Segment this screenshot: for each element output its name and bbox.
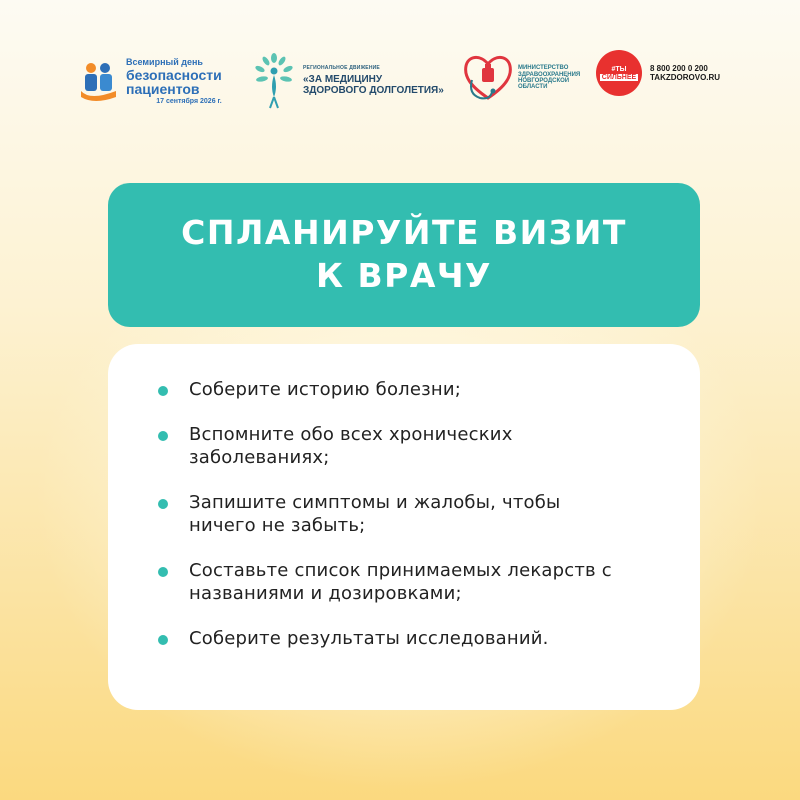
logo-bar [0,48,800,118]
checklist-card [108,344,700,710]
tree-figure-icon [253,52,295,110]
logo2-caption: РЕГИОНАЛЬНОЕ ДВИЖЕНИЕ [303,64,380,71]
logo3-line3: НОВГОРОДСКОЙ [518,78,570,84]
ty-silnee-badge [596,50,642,96]
logo1-line2: безопасности [126,67,222,83]
logo3-line2: ЗДРАВООХРАНЕНИЯ [518,71,581,78]
logo1-line1: Всемирный день [126,57,203,67]
list-item [158,491,678,537]
badge-line1: #ТЫ [611,65,627,73]
list-item [158,378,678,401]
website-url: TAKZDOROVO.RU [650,73,721,82]
patient-safety-day-logo [80,58,222,105]
list-item-text: Соберите результаты исследований. [189,628,549,649]
title-line1: СПЛАНИРУЙТЕ ВИЗИТ [181,213,627,253]
logo3-line1: МИНИСТЕРСТВО [518,65,569,72]
list-item [158,423,678,469]
list-item-text: Соберите историю болезни; [189,379,462,400]
list-item-text: Составьте список принимаемых лекарств с названиями и дозировками; [189,560,612,604]
logo3-line4: ОБЛАСТИ [518,84,548,91]
bullet-dot-icon [158,567,168,577]
bullet-dot-icon [158,431,168,441]
takzdorovo-logo [596,50,720,96]
hotline-phone: 8 800 200 0 200 [650,63,708,73]
logo1-date: 17 сентября 2026 г. [156,98,222,105]
bullet-dot-icon [158,635,168,645]
logo2-line2: ЗДОРОВОГО ДОЛГОЛЕТИЯ» [303,85,444,97]
logo1-line3: пациентов [126,81,200,97]
health-ministry-logo [462,50,580,106]
list-item-text: Вспомните обо всех хронических заболеваниях; [189,424,513,468]
longevity-movement-logo [253,52,444,110]
title-banner [108,183,700,327]
checklist [158,378,678,650]
bullet-dot-icon [158,499,168,509]
list-item [158,559,678,605]
people-icon [80,61,120,103]
title-line2: К ВРАЧУ [316,256,492,295]
logo2-line1: «ЗА МЕДИЦИНУ [303,74,383,86]
list-item-text: Запишите симптомы и жалобы, чтобы ничего не забыть; [189,492,561,536]
bullet-dot-icon [158,386,168,396]
badge-line2: СИЛЬНЕЕ [601,73,637,81]
heart-stethoscope-icon [462,50,514,106]
list-item [158,627,678,650]
